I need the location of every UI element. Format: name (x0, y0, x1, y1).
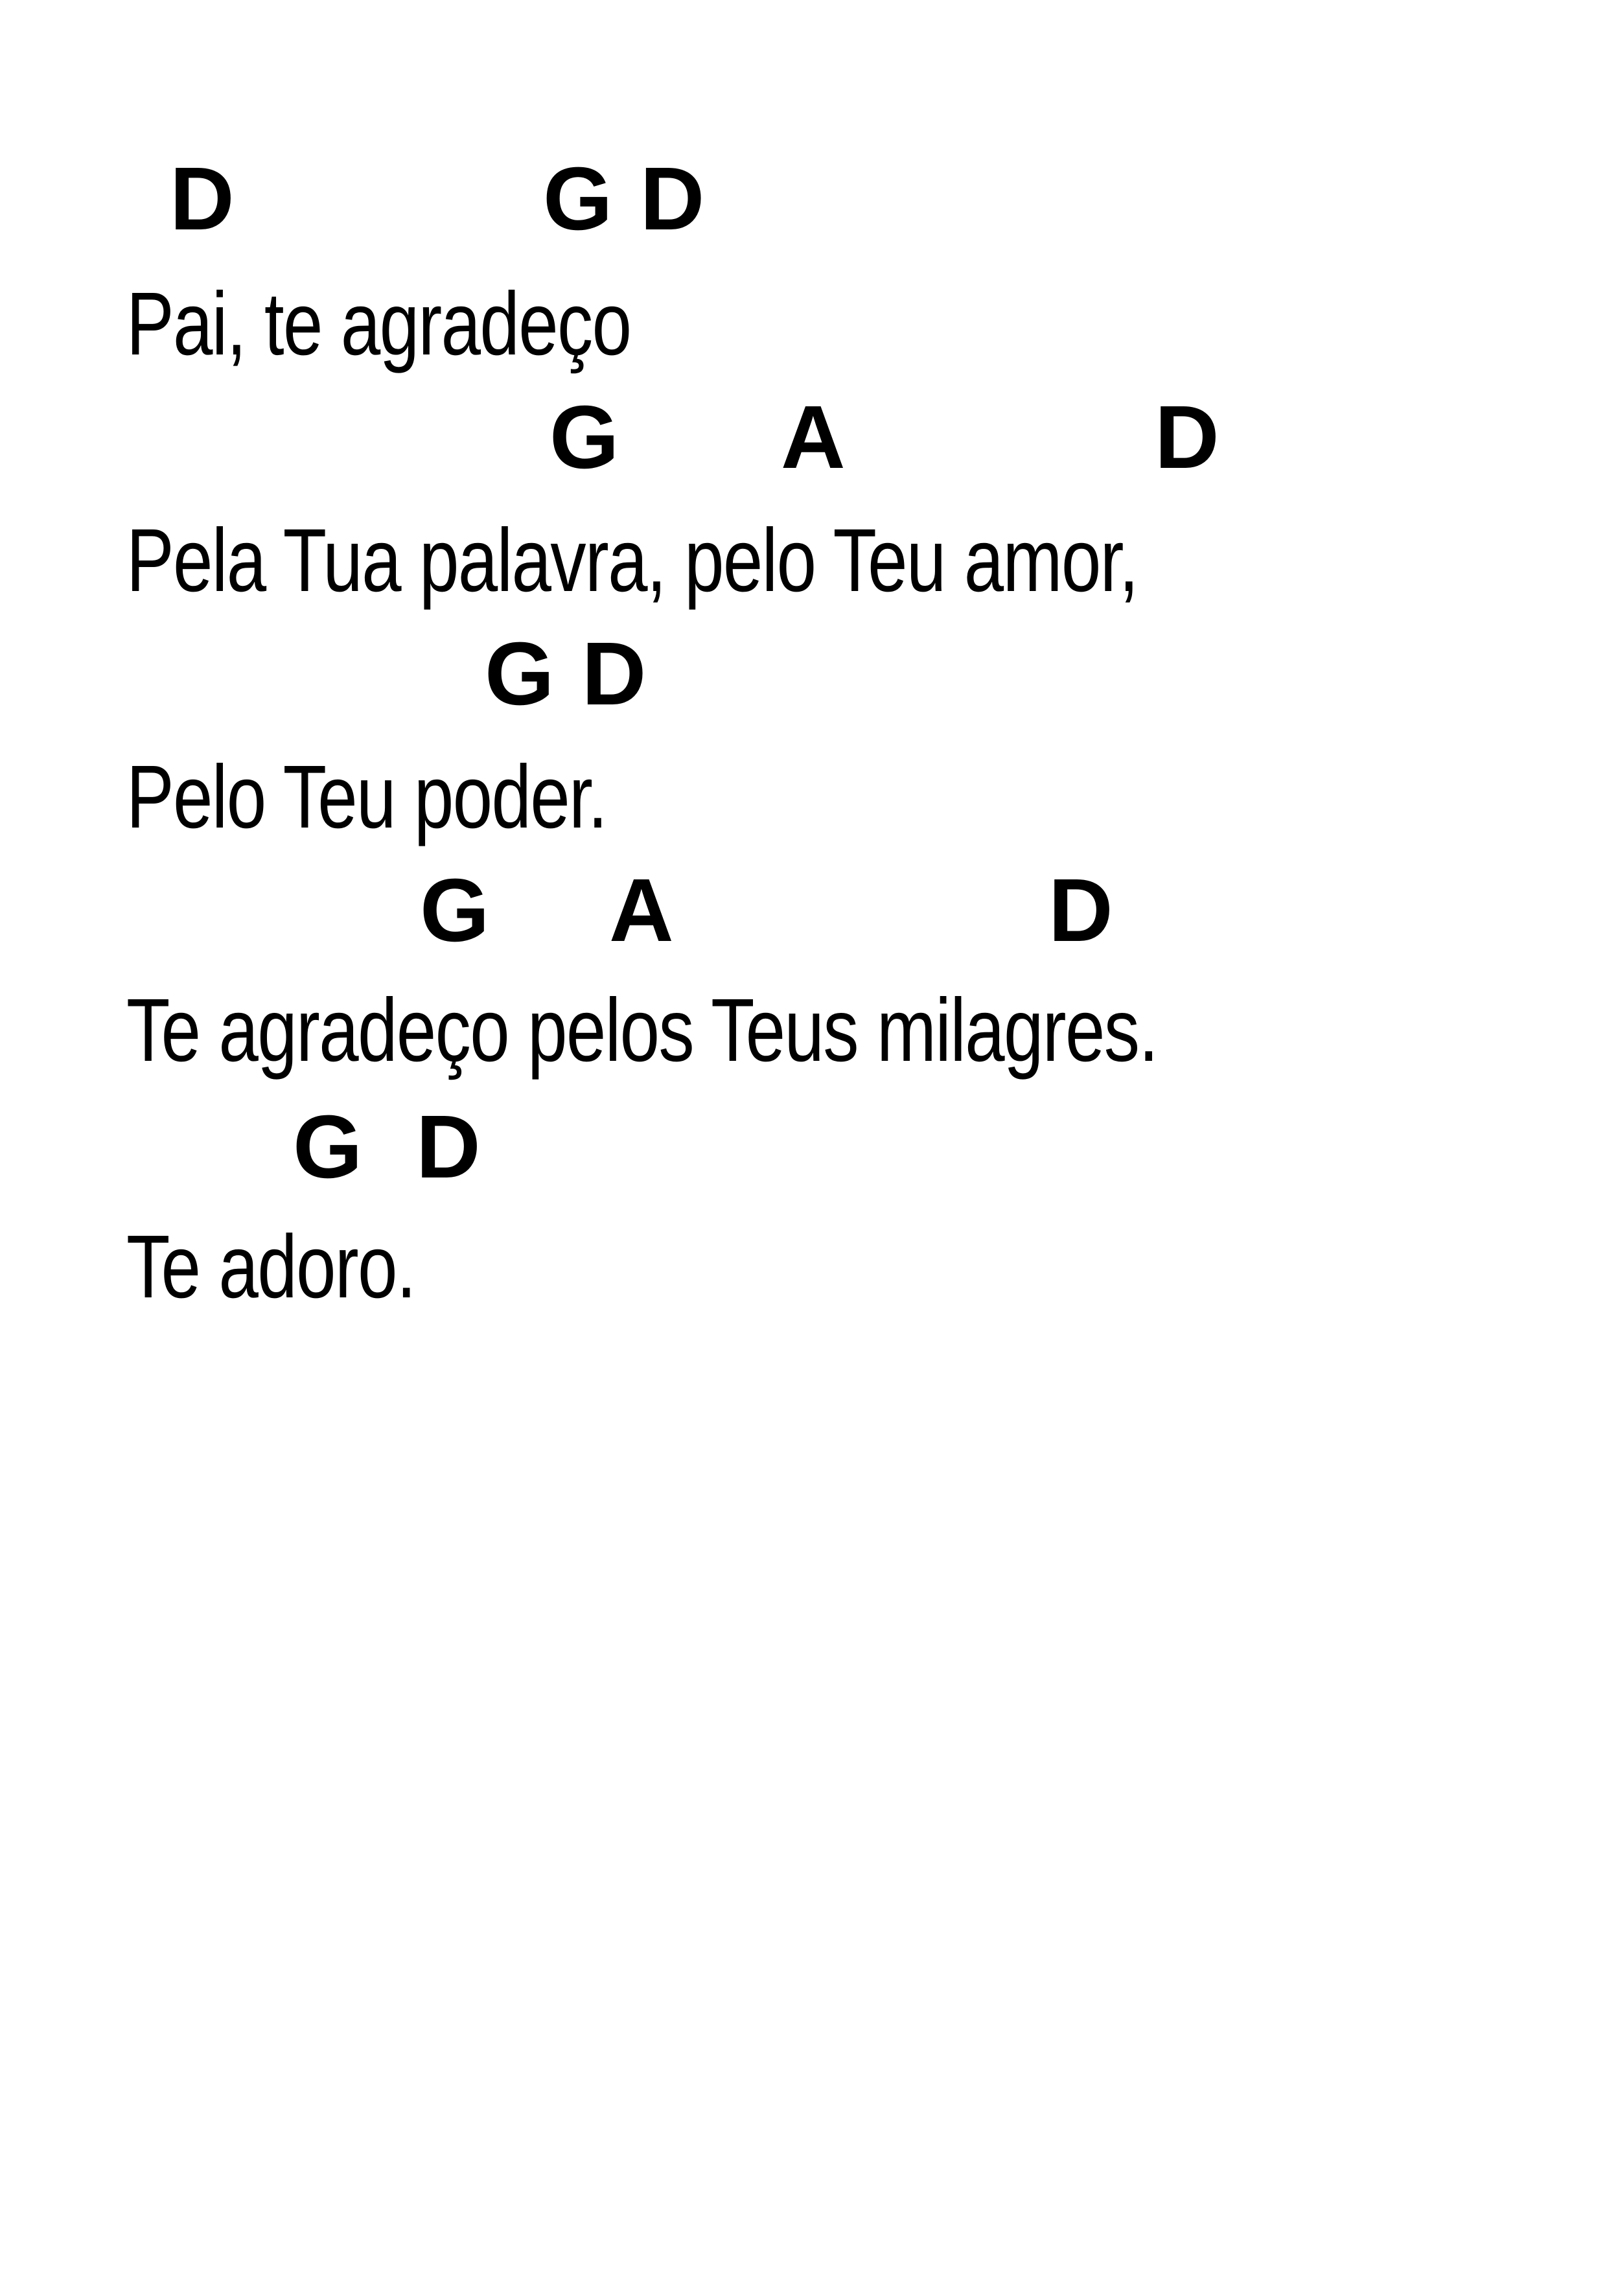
chord-row-2 (0, 389, 1607, 493)
chord-row-5 (0, 1098, 1607, 1202)
chord: D (170, 149, 236, 249)
chord: G D (543, 149, 706, 249)
chord: A (781, 388, 847, 487)
chord: G D (485, 624, 648, 724)
chord: G (420, 861, 491, 960)
lyric-line-5: Te adoro. (126, 1217, 415, 1317)
lyric-line-2: Pela Tua palavra, pelo Teu amor, (126, 511, 1138, 610)
chord: A (609, 861, 675, 960)
chord: G (549, 388, 621, 487)
chord-row-3 (0, 625, 1607, 729)
lyric-line-4: Te agradeço pelos Teus milagres. (126, 980, 1158, 1080)
chord-row-1 (0, 150, 1607, 254)
chord: G D (293, 1097, 482, 1197)
chord-row-4 (0, 862, 1607, 966)
lyric-line-3: Pelo Teu poder. (126, 747, 607, 847)
chord: D (1048, 861, 1115, 960)
chord: D (1155, 388, 1221, 487)
lyric-line-1: Pai, te agradeço (126, 274, 631, 374)
